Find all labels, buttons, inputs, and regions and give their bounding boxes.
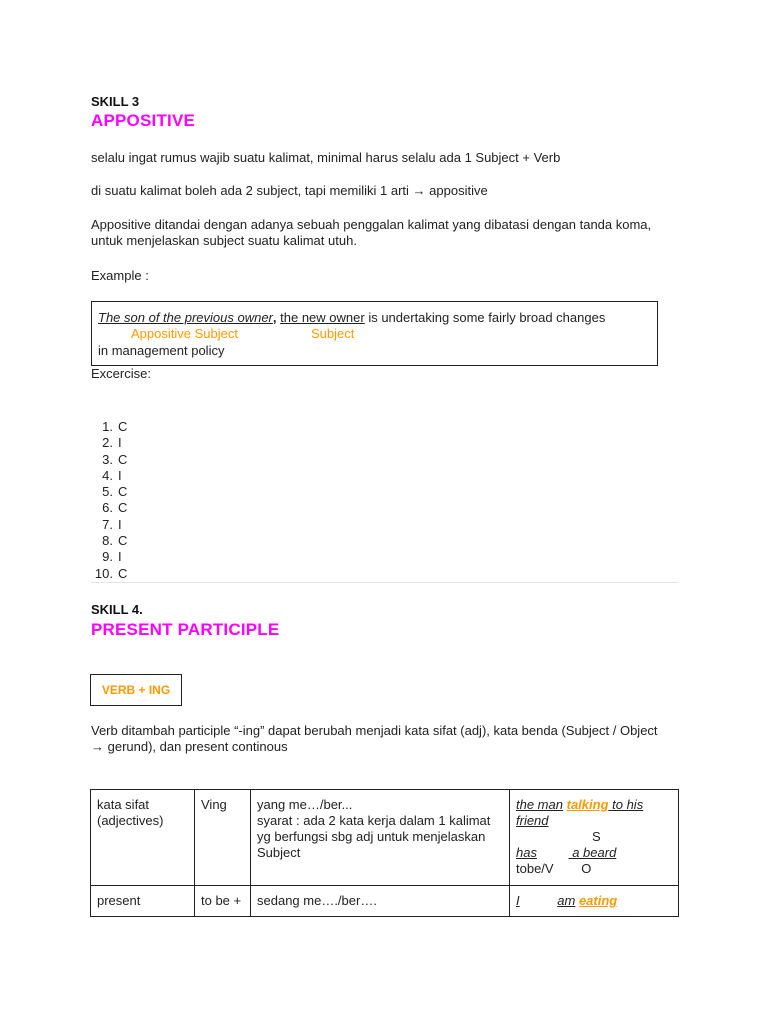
list-item	[91, 533, 211, 549]
appositive-phrase: The son of the previous owner	[98, 310, 273, 325]
list-item-answer: C	[118, 484, 128, 500]
ex-o: O	[581, 861, 592, 876]
list-item-number: 2.	[102, 435, 113, 451]
list-item	[91, 419, 211, 435]
example-adj-line-1	[516, 797, 672, 813]
ex-the-man: the man	[516, 797, 563, 812]
ex-am: am	[557, 893, 576, 908]
ex-talking: talking	[566, 797, 609, 812]
list-item-answer: I	[118, 549, 122, 565]
list-item	[91, 468, 211, 484]
list-item-answer: I	[118, 435, 122, 451]
label-subject: Subject	[311, 326, 355, 341]
exercise-label: Excercise:	[91, 366, 151, 381]
list-item	[91, 549, 211, 565]
cell-example-adj	[510, 790, 679, 886]
cell-meaning-adj	[251, 790, 510, 886]
ex-s: S	[592, 829, 601, 844]
list-item-number: 3.	[102, 451, 113, 467]
ex-eating: eating	[578, 893, 618, 908]
cell-example-present	[510, 886, 679, 917]
cell-meaning-present: sedang me…./ber….	[251, 886, 510, 917]
list-item	[91, 517, 211, 533]
formula-box: VERB + ING	[90, 674, 182, 706]
ex-tobe: tobe/V	[516, 861, 554, 876]
list-item	[91, 566, 211, 582]
example-label: Example :	[91, 268, 149, 283]
meaning-adj-main: yang me…/ber...	[257, 797, 353, 812]
example-comma: ,	[272, 310, 277, 325]
example-sentence	[98, 310, 605, 325]
list-item-number: 5.	[102, 484, 113, 500]
participle-table	[90, 789, 679, 917]
cell-kata-sifat: kata sifat (adjectives)	[91, 790, 195, 886]
list-item-number: 4.	[102, 467, 113, 483]
list-item	[91, 500, 211, 516]
list-item-number: 8.	[102, 533, 113, 549]
list-item-number: 6.	[102, 500, 113, 516]
list-item-number: 1.	[102, 419, 113, 434]
cell-present: present	[91, 886, 195, 917]
skill3-paragraph-1: selalu ingat rumus wajib suatu kalimat, minimal harus selalu ada 1 Subject + Verb	[91, 150, 561, 165]
ex-to-his: to his	[608, 797, 644, 812]
list-item	[91, 452, 211, 468]
list-item-answer: C	[118, 500, 128, 516]
list-item-answer: C	[118, 419, 128, 434]
label-appositive-subject: Appositive Subject	[131, 326, 238, 341]
table-row-adjectives	[91, 790, 679, 886]
skill4-paragraph: Verb ditambah participle “-ing” dapat berubah menjadi kata sifat (adj), kata benda (Subject / Object → gerund), dan present continous	[91, 723, 658, 754]
list-item	[91, 435, 211, 451]
list-item-answer: I	[118, 467, 122, 483]
skill3-paragraph-2: di suatu kalimat boleh ada 2 subject, tapi memiliki 1 arti → appositive	[91, 183, 488, 198]
list-item-number: 10.	[94, 565, 113, 581]
list-item-answer: C	[118, 451, 128, 467]
list-item-answer: I	[118, 516, 122, 532]
skill4-title: PRESENT PARTICIPLE	[91, 620, 280, 639]
ex-has: has	[516, 845, 537, 860]
example-adj-line-4	[516, 845, 672, 861]
table-row-present	[91, 886, 679, 917]
list-item-number: 7.	[102, 516, 113, 532]
cell-ving: Ving	[195, 790, 251, 886]
ex-i: I	[516, 893, 520, 908]
example-adj-line-5	[516, 861, 672, 877]
answer-list	[91, 419, 211, 582]
skill4-label: SKILL 4.	[91, 602, 143, 617]
example-box	[91, 301, 658, 366]
example-rest: is undertaking some fairly broad changes	[364, 310, 606, 325]
skill3-title: APPOSITIVE	[91, 111, 196, 130]
list-item	[91, 484, 211, 500]
section-divider	[91, 582, 678, 583]
example-line-2: in management policy	[98, 343, 225, 358]
ex-friend: friend	[516, 813, 549, 828]
subject-phrase: the new owner	[280, 310, 365, 325]
list-item-number: 9.	[102, 549, 113, 565]
meaning-adj-requirement: syarat : ada 2 kata kerja dalam 1 kalimat yg berfungsi sbg adj untuk menjelaskan Subject	[257, 813, 491, 860]
cell-to-be: to be +	[195, 886, 251, 917]
skill3-label: SKILL 3	[91, 94, 140, 109]
skill3-paragraph-3: Appositive ditandai dengan adanya sebuah penggalan kalimat yang dibatasi dengan tanda koma, untuk menjelaskan subject suatu kalimat utuh.	[91, 217, 652, 248]
list-item-answer: C	[118, 565, 128, 581]
list-item-answer: C	[118, 533, 128, 549]
ex-a-beard: a beard	[568, 845, 617, 860]
